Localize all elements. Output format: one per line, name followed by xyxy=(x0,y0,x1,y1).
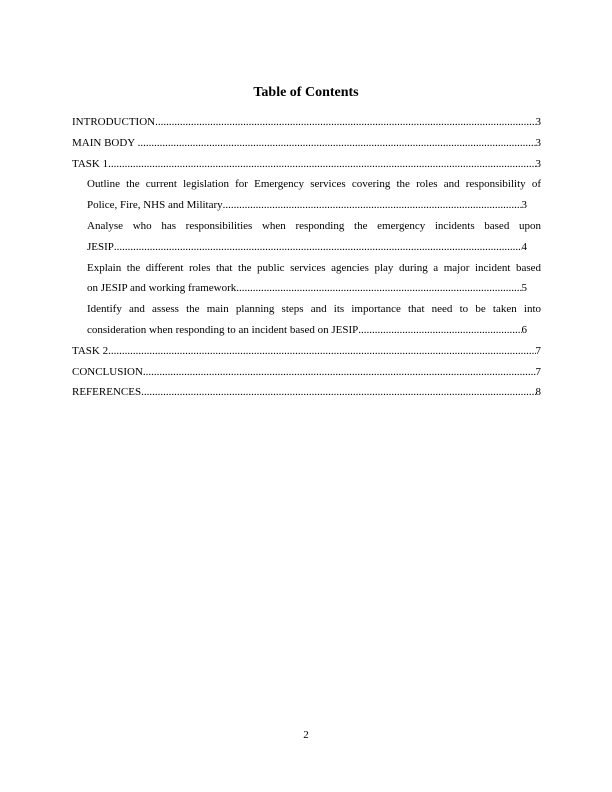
dot-leader xyxy=(223,195,522,216)
toc-entry-page: 5 xyxy=(521,282,527,295)
toc-entry-label: CONCLUSION xyxy=(72,365,143,378)
toc-entry-introduction[interactable] xyxy=(72,112,541,133)
toc-entry-label-line1: Explain the different roles that the public services agencies play during a major incident based xyxy=(87,261,541,274)
toc-entry-page: 6 xyxy=(521,323,527,336)
page-number: 2 xyxy=(303,729,309,741)
toc-entry-label: TASK 1 xyxy=(72,157,109,170)
toc-entry-page: 3 xyxy=(521,199,527,212)
toc-entry-label-line2: on JESIP and working framework xyxy=(87,282,237,295)
toc-entry-conclusion[interactable] xyxy=(72,362,541,383)
toc-entry-page: 7 xyxy=(535,365,541,378)
dot-leader xyxy=(236,278,521,299)
toc-entry-page: 8 xyxy=(535,386,541,399)
dot-leader xyxy=(143,362,536,383)
toc-heading: Table of Contents xyxy=(253,85,359,100)
toc-entry-label-line1: Outline the current legislation for Emergency services covering the roles and responsibility of xyxy=(87,178,541,191)
toc-entry-page: 7 xyxy=(535,344,541,357)
toc-entry-page: 3 xyxy=(535,136,541,149)
toc-entry-planning-steps[interactable] xyxy=(72,299,541,341)
toc-entry-roles[interactable] xyxy=(72,258,541,300)
dot-leader xyxy=(358,320,521,341)
toc-entry-responsibilities[interactable] xyxy=(72,216,541,258)
toc-entry-page: 4 xyxy=(521,240,527,253)
toc-entry-label: TASK 2 xyxy=(72,344,109,357)
dot-leader xyxy=(155,112,535,133)
toc-entry-label: REFERENCES xyxy=(72,386,142,399)
dot-leader xyxy=(108,154,535,175)
toc-entry-references[interactable] xyxy=(72,382,541,403)
toc-entry-label: INTRODUCTION xyxy=(72,116,156,128)
toc-entry-page: 3 xyxy=(535,157,541,170)
dot-leader xyxy=(141,382,535,403)
toc-entry-page: 3 xyxy=(535,116,541,128)
toc-entry-task-1[interactable] xyxy=(72,154,541,175)
toc-entry-legislation[interactable] xyxy=(72,174,541,216)
toc-entry-label-line2: JESIP xyxy=(87,240,114,253)
dot-leader xyxy=(138,133,536,154)
toc-entry-label-line2: Police, Fire, NHS and Military xyxy=(87,199,223,212)
toc-entry-label-line1: Analyse who has responsibilities when responding the emergency incidents based upon xyxy=(87,219,541,232)
toc-entry-label: MAIN BODY xyxy=(72,136,138,149)
toc-entry-task-2[interactable] xyxy=(72,341,541,362)
dot-leader xyxy=(114,237,522,258)
table-of-contents xyxy=(72,112,541,403)
toc-entry-label-line1: Identify and assess the main planning steps and its importance that need to be taken into xyxy=(87,303,541,316)
toc-entry-label-line2: consideration when responding to an incident based on JESIP xyxy=(87,323,359,336)
toc-entry-main-body[interactable] xyxy=(72,133,541,154)
dot-leader xyxy=(108,341,535,362)
